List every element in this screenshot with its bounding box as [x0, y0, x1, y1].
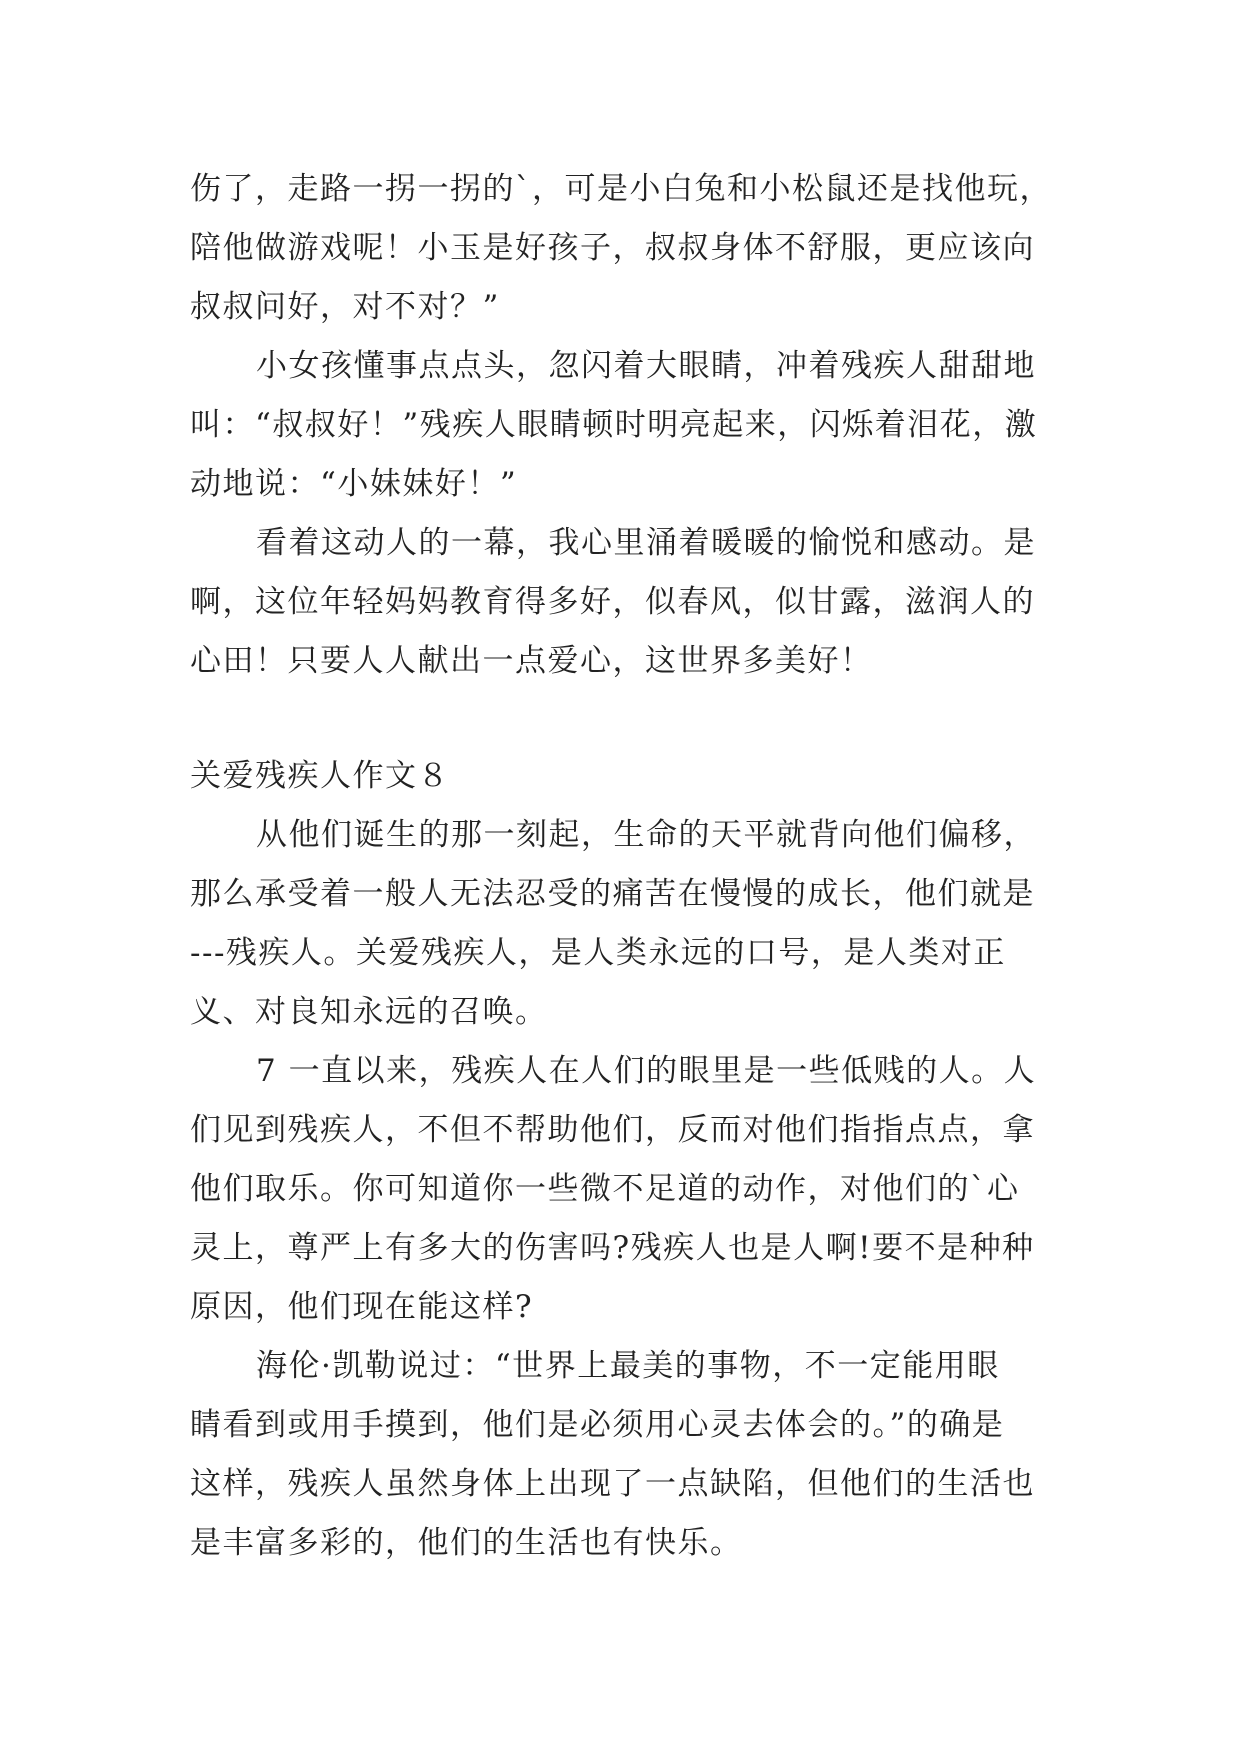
- section-spacer: [190, 691, 1050, 747]
- text-line: 小女孩懂事点点头，忽闪着大眼睛，冲着残疾人甜甜地: [256, 348, 1036, 384]
- text-line: 心田！只要人人献出一点爱心，这世界多美好！: [190, 643, 873, 679]
- text-line: 是丰富多彩的，他们的生活也有快乐。: [190, 1525, 743, 1561]
- text-line: 啊，这位年轻妈妈教育得多好，似春风，似甘露，滋润人的: [190, 584, 1035, 620]
- text-line: 伤了，走路一拐一拐的`，可是小白兔和小松鼠还是找他玩，: [190, 171, 1052, 207]
- text-line: ---残疾人。关爱残疾人，是人类永远的口号，是人类对正: [190, 935, 1006, 971]
- text-line: 灵上，尊严上有多大的伤害吗?残疾人也是人啊!要不是种种: [190, 1230, 1035, 1266]
- text-line: 睛看到或用手摸到，他们是必须用心灵去体会的。”的确是: [190, 1407, 1005, 1443]
- document-body: [190, 160, 1050, 1573]
- text-line: 从他们诞生的那一刻起，生命的天平就背向他们偏移，: [256, 817, 1036, 853]
- text-line: 他们取乐。你可知道你一些微不足道的动作，对他们的`心: [190, 1171, 1020, 1207]
- text-line: 叔叔问好，对不对？”: [190, 289, 500, 325]
- paragraph-4: [190, 806, 1050, 1042]
- section-title: 关爱残疾人作文８: [190, 758, 450, 794]
- paragraph-1: [190, 160, 1050, 337]
- paragraph-2: [190, 337, 1050, 514]
- text-line: 们见到残疾人，不但不帮助他们，反而对他们指指点点，拿: [190, 1112, 1035, 1148]
- paragraph-6: [190, 1337, 1050, 1573]
- text-line: 7 一直以来，残疾人在人们的眼里是一些低贱的人。人: [256, 1053, 1037, 1089]
- text-line: 动地说：“小妹妹好！”: [190, 466, 518, 502]
- text-line: 海伦·凯勒说过：“世界上最美的事物，不一定能用眼: [256, 1348, 1000, 1384]
- text-line: 陪他做游戏呢！小玉是好孩子，叔叔身体不舒服，更应该向: [190, 230, 1035, 266]
- text-line: 原因，他们现在能这样?: [190, 1289, 534, 1325]
- paragraph-5: [190, 1042, 1050, 1337]
- text-line: 这样，残疾人虽然身体上出现了一点缺陷，但他们的生活也: [190, 1466, 1035, 1502]
- text-line: 叫：“叔叔好！”残疾人眼睛顿时明亮起来，闪烁着泪花，激: [190, 407, 1038, 443]
- paragraph-3: [190, 514, 1050, 691]
- text-line: 那么承受着一般人无法忍受的痛苦在慢慢的成长，他们就是: [190, 876, 1035, 912]
- text-line: 义、对良知永远的召唤。: [190, 994, 548, 1030]
- text-line: 看着这动人的一幕，我心里涌着暖暖的愉悦和感动。是: [256, 525, 1036, 561]
